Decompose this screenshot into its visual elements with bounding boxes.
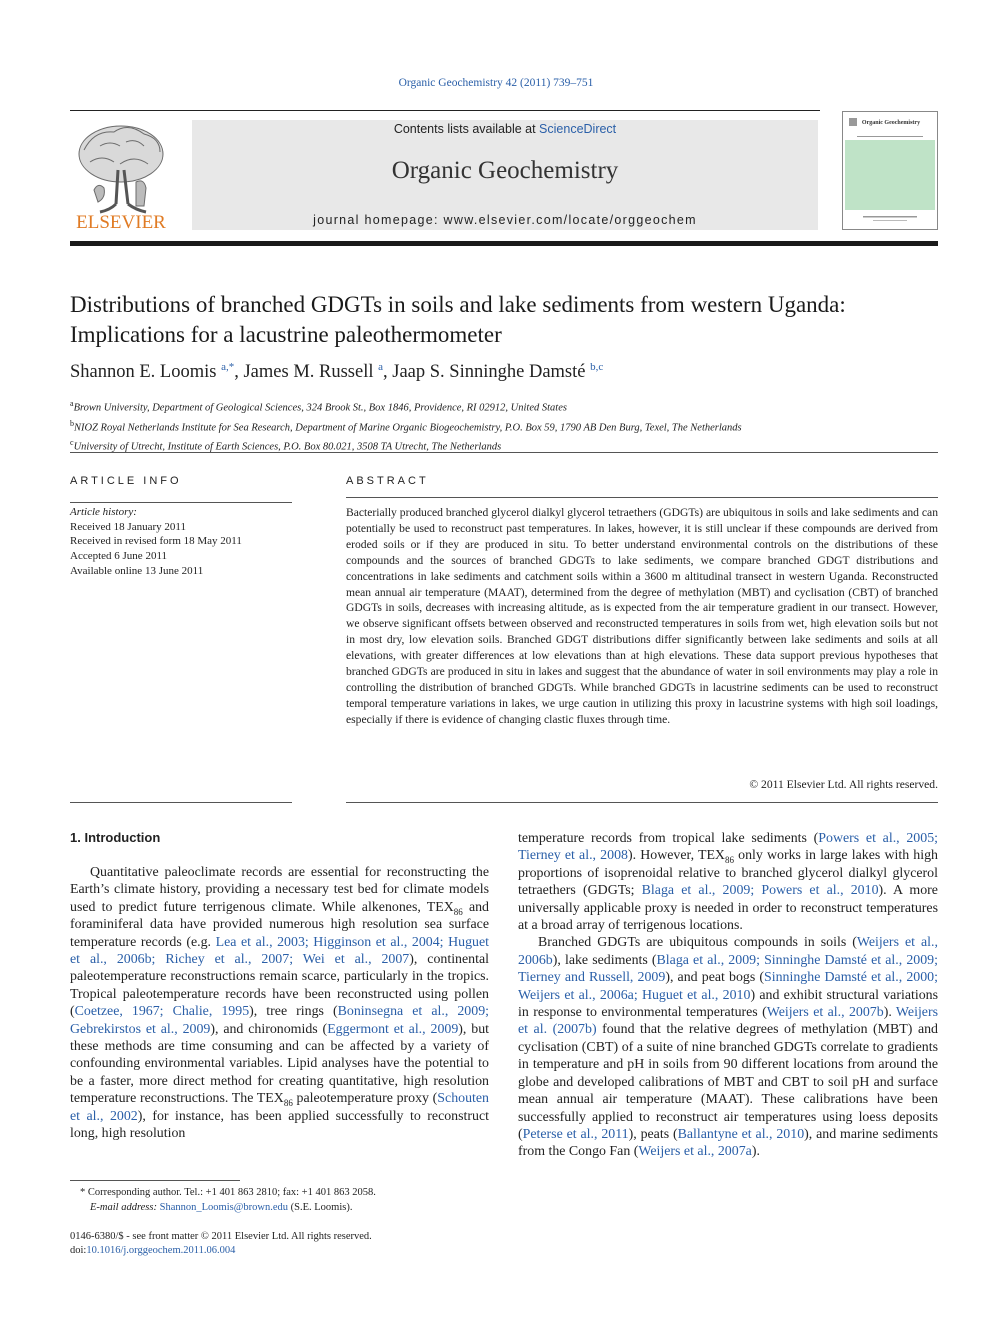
- author-name[interactable]: James M. Russell: [243, 362, 379, 382]
- email-label: E-mail address:: [90, 1202, 160, 1213]
- subscript: 86: [724, 855, 734, 866]
- doi-line: [70, 1244, 489, 1258]
- issn-block: [70, 1230, 489, 1258]
- doi-link[interactable]: 10.1016/j.orggeochem.2011.06.004: [86, 1245, 236, 1256]
- author-name[interactable]: Jaap S. Sinninghe Damsté: [392, 362, 591, 382]
- body-column-right: [518, 830, 938, 1161]
- affiliation-line: $^b$NIOZ Royal Netherlands Institute for Sea Research, Department of Marine Organic Biogeochemistry, P.O. Box 59, 1790 AB Den Burg, Texel, The Netherlands: [70, 418, 742, 433]
- footnote-rule: [70, 1180, 240, 1181]
- cover-title: Organic Geochemistry: [861, 120, 921, 126]
- article-info-bottom-rule: [70, 802, 292, 803]
- citation-link[interactable]: Ballantyne et al., 2010: [677, 1126, 805, 1142]
- affiliation-mark: a: [70, 399, 74, 408]
- homepage-link[interactable]: www.elsevier.com/locate/orggeochem: [443, 213, 697, 227]
- elsevier-logo: [70, 120, 172, 232]
- affiliation-line: $^c$University of Utrecht, Institute of Earth Sciences, P.O. Box 80.021, 3508 TA Utrecht, The Netherlands: [70, 438, 502, 453]
- history-label: Article history:: [70, 506, 137, 518]
- author-list: Shannon E. Loomis $^{a,*}$, James M. Russell $^a$, Jaap S. Sinninghe Damsté $^{b,c}$: [70, 360, 604, 382]
- intro-paragraph-1: Quantitative paleoclimate records are essential for reconstructing the Earth’s climate history, providing a necessary test bed for climate models used to predict future terrigenous climate. While alkenones, $TEX_{86}$ and foraminiferal data have provided numerous high resolution sea surface temperature records (e.g. Lea et al., 2003; Higginson et al., 2004; Huguet et al., 2006b; Richey et al., 2007; Wei et al., 2007), continental paleotemperature reconstructions remain scarce, particularly in the tropics. Tropical paleotemperature records have been reconstructed using pollen (Coetzee, 1967; Chalie, 1995), tree rings (Boninsegna et al., 2009; Gebrekirstos et al., 2009), and chironomids (Eggermont et al., 2009), but these methods are time consuming and can be affected by a variety of confounding environmental variables. Lipid analyses have the potential to be a faster, more direct method for creating quantitative, high resolution temperature reconstructions. The $TEX_{86}$ paleotemperature proxy (Schouten et al., 2002), for instance, has been applied successfully to reconstruct long, high resolution: [70, 865, 490, 1142]
- issn-line: 0146-6380/$ - see front matter © 2011 Elsevier Ltd. All rights reserved.: [70, 1231, 372, 1242]
- author-name[interactable]: Shannon E. Loomis: [70, 362, 222, 382]
- corresponding-author-note: * Corresponding author. Tel.: +1 401 863 2810; fax: +1 401 863 2058.: [80, 1187, 376, 1198]
- history-received: Received 18 January 2011: [70, 520, 186, 533]
- affiliation-mark: c: [70, 438, 74, 447]
- elsevier-wordmark: ELSEVIER: [76, 212, 166, 232]
- article-title: Distributions of branched GDGTs in soils and lake sediments from western Uganda: Implications for a lacustrine paleothermometer: [70, 292, 846, 347]
- article-info-heading: ARTICLE INFO: [70, 475, 182, 487]
- citation-link[interactable]: Powers et al., 2005; Tierney et al., 2008: [518, 831, 938, 864]
- journal-citation[interactable]: Organic Geochemistry 42 (2011) 739–751: [398, 77, 594, 89]
- email-line: [70, 1200, 489, 1215]
- doi-label: doi:: [70, 1245, 87, 1256]
- abstract-bottom-rule: [346, 802, 938, 803]
- abstract-text: Bacterially produced branched glycerol dialkyl glycerol tetraethers (GDGTs) are ubiquitous in soils and lake sediments and can potentially be used to reconstruct past temperatures. In lakes, however, it is still unclear if these compounds are derived from eroded soils or if they are produced in situ. To better understand environmental controls on the distributions of these compounds and the sources of branched GDGTs to lake sediments, we compare branched GDGT distributions and concentrations in lake sediments and catchment soils within a 3600 m altitudinal transect in western Uganda. Reconstructed mean annual air temperature (MAAT), determined from the degree of methylation (MBT) and cyclisation (CBT) of branched GDGTs in soils, decreases with increasing altitude, as is expected from the air temperature gradient in our transect. However, we observe significant offsets between observed and reconstructed temperatures in soils from wet, high elevation soils but not in most dry, low elevation soils. Branched GDGT distributions differ significantly between lake sediments and soils at all elevations, with greater differences at low elevations than at high elevations. These data support previous hypotheses that branched GDGTs are produced in situ in lakes and suggest that the abundance of water in soil environments may play a role in controlling the distribution of branched GDGTs. While branched GDGTs in lacustrine sediments can be used to reconstruct temporal temperature variations in lakes, we urge caution in utilizing this proxy in lacustrine systems with high soil loadings, especially if there is evidence of changing clastic fluxes through time.: [346, 506, 938, 726]
- citation-link[interactable]: Boninsegna et al., 2009; Gebrekirstos et al., 2009: [70, 1004, 489, 1037]
- citation-link[interactable]: Schouten et al., 2002: [70, 1091, 489, 1124]
- history-accepted: Accepted 6 June 2011: [70, 550, 168, 563]
- article-info-rule: [70, 502, 292, 503]
- journal-cover-thumbnail[interactable]: [842, 111, 938, 230]
- citation-link[interactable]: Weijers et al., 2007b: [766, 1005, 884, 1021]
- homepage-prefix: journal homepage:: [313, 213, 444, 227]
- email-link[interactable]: Shannon_Loomis@brown.edu: [159, 1202, 288, 1213]
- email-suffix: (S.E. Loomis).: [287, 1202, 353, 1213]
- author-affiliation-mark[interactable]: a: [378, 360, 384, 373]
- citation-link[interactable]: Eggermont et al., 2009: [327, 1021, 459, 1037]
- author-affiliation-mark[interactable]: a,*: [221, 360, 235, 373]
- citation-link[interactable]: Weijers et al., 2007a: [638, 1144, 752, 1160]
- contents-prefix: Contents lists available at: [393, 122, 540, 136]
- journal-homepage: [192, 213, 818, 227]
- abstract-rule: [346, 497, 938, 498]
- elsevier-tree-icon: [70, 120, 172, 232]
- citation-link[interactable]: Weijers et al. (2007b): [518, 1005, 938, 1038]
- affiliation-line: $^a$Brown University, Department of Geological Sciences, 324 Brook St., Box 1846, Providence, RI 02912, United States: [70, 399, 567, 414]
- journal-banner: [192, 120, 818, 230]
- affiliations: [70, 396, 938, 455]
- body-column-left: [70, 864, 489, 1143]
- intro-paragraph-1-continued: temperature records from tropical lake sediments (Powers et al., 2005; Tierney et al., 2008). However, $TEX_{86}$ only works in large lakes with high proportions of isoprenoidal relative to branched glycerol dialkyl glycerol tetraethers (GDGTs; Blaga et al., 2009; Powers et al., 2010). A more universally applicable proxy is needed in order to reconstruct temperatures at a broad array of terrigenous locations.: [518, 831, 938, 934]
- header-thick-rule: [70, 241, 938, 246]
- intro-paragraph-2: Branched GDGTs are ubiquitous compounds in soils (Weijers et al., 2006b), lake sediments (Blaga et al., 2009; Sinninghe Damsté et al., 2009; Tierney and Russell, 2009), and peat bogs (Sinninghe Damsté et al., 2000; Weijers et al., 2006a; Huguet et al., 2010) and exhibit structural variations in response to environmental temperatures (Weijers et al., 2007b). Weijers et al. (2007b) found that the relative degrees of methylation (MBT) and cyclisation (CBT) of a suite of nine branched GDGTs correlate to gradients in temperature and pH in soils from 90 different locations from around the globe and developed calibrations of MBT and CBT to soil pH and surface mean annual air temperature (MAAT). These calibrations have been successfully applied to reconstruct air temperatures using loess deposits (Peterse et al., 2011), peats (Ballantyne et al., 2010), and marine sediments from the Congo Fan (Weijers et al., 2007a).: [518, 935, 939, 1160]
- copyright-notice: © 2011 Elsevier Ltd. All rights reserved.: [749, 778, 938, 791]
- article-history: [70, 505, 292, 579]
- history-online: Available online 13 June 2011: [70, 564, 204, 577]
- affiliation-mark: b: [70, 418, 74, 428]
- citation-link[interactable]: Sinninghe Damsté et al., 2000; Weijers et al., 2006a; Huguet et al., 2010: [518, 970, 938, 1003]
- subscript: 86: [283, 1098, 293, 1109]
- subscript: 86: [453, 906, 463, 917]
- cover-image: [843, 112, 937, 229]
- contents-line: [192, 122, 818, 136]
- citation-link[interactable]: Peterse et al., 2011: [522, 1126, 629, 1142]
- header-rule: [70, 110, 820, 111]
- section-heading-introduction: 1. Introduction: [70, 830, 161, 845]
- footnote: [70, 1185, 489, 1215]
- citation-link[interactable]: Coetzee, 1967; Chalie, 1995: [74, 1004, 250, 1020]
- section-rule: [70, 452, 938, 453]
- citation-link[interactable]: Blaga et al., 2009; Powers et al., 2010: [641, 883, 879, 899]
- author-affiliation-mark[interactable]: b,c: [590, 360, 604, 373]
- citation-link[interactable]: Weijers et al., 2006b: [518, 935, 938, 968]
- history-revised: Received in revised form 18 May 2011: [70, 535, 242, 548]
- citation-link[interactable]: Lea et al., 2003; Higginson et al., 2004; Huguet et al., 2006b; Richey et al., 2007; Wei et al., 2007: [70, 934, 489, 968]
- abstract-heading: ABSTRACT: [346, 475, 429, 487]
- citation-link[interactable]: Blaga et al., 2009; Sinninghe Damsté et al., 2009; Tierney and Russell, 2009: [518, 952, 938, 986]
- sciencedirect-link[interactable]: ScienceDirect: [539, 122, 617, 136]
- journal-name: Organic Geochemistry: [391, 157, 619, 184]
